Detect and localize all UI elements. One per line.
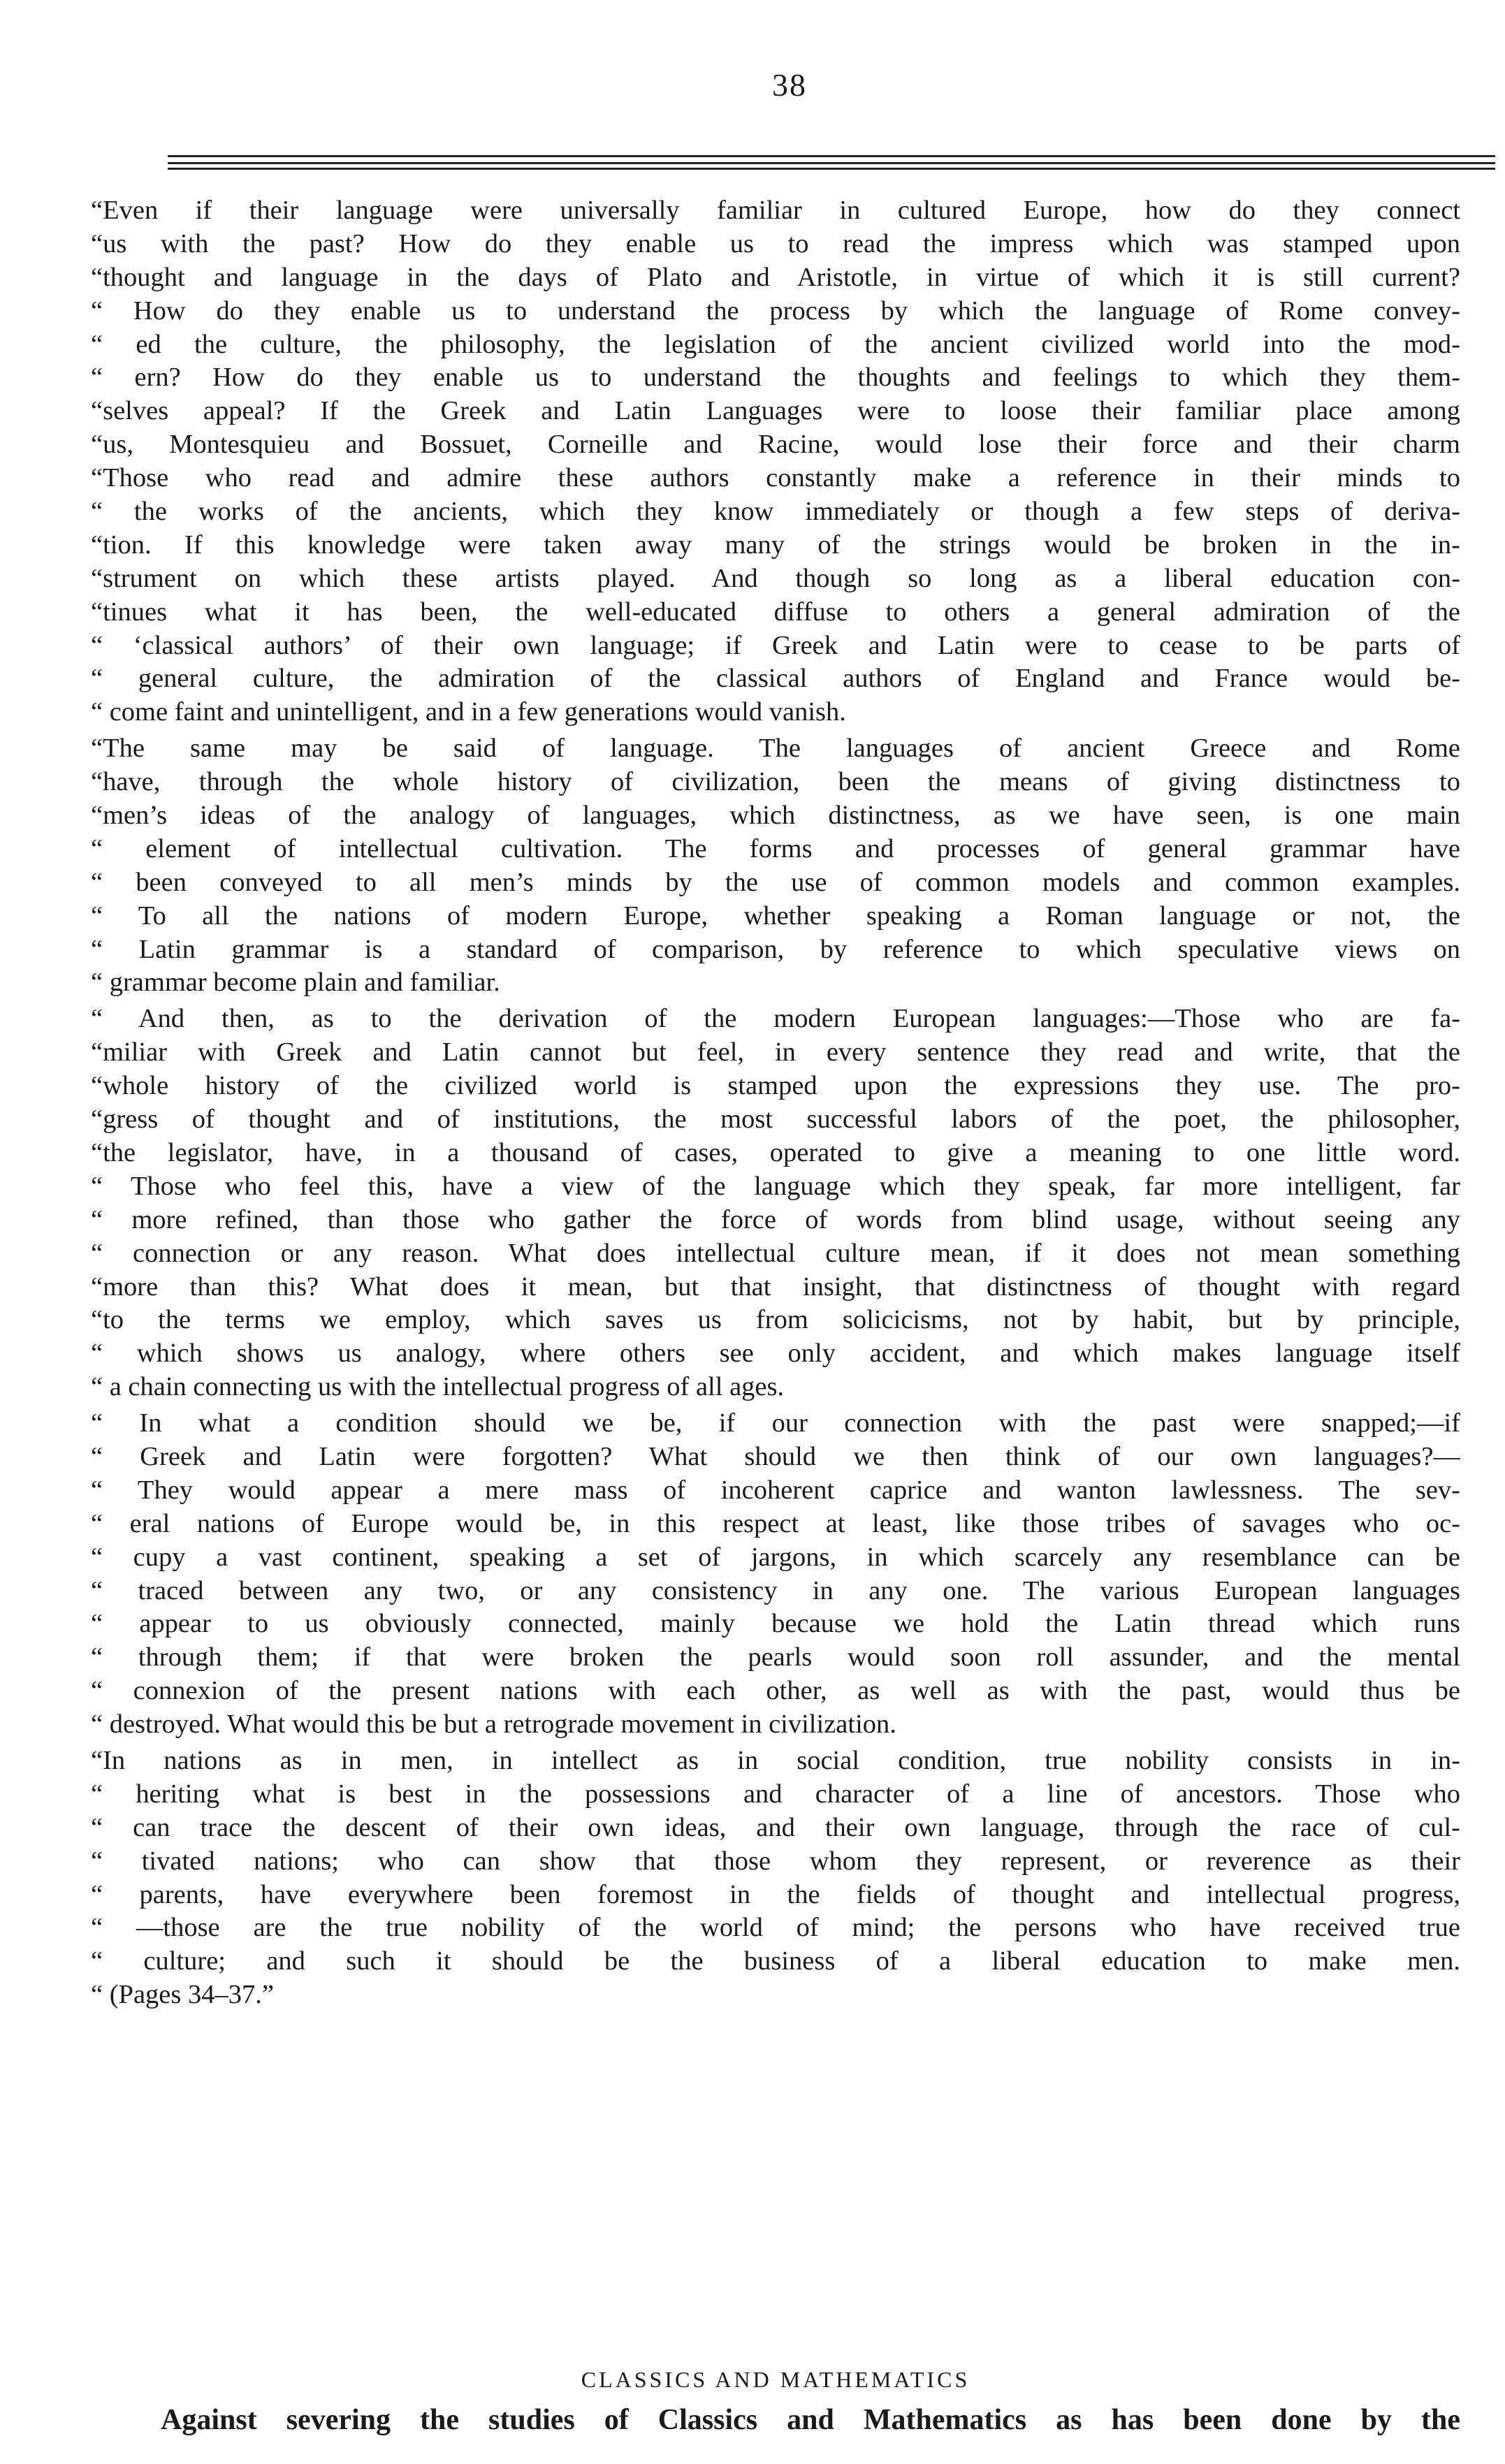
- text-line: “us, Montesquieu and Bossuet, Corneille and Racine, would lose their force and their charm: [91, 430, 1460, 460]
- text-line: “ general culture, the admiration of the classical authors of England and France would be-: [91, 664, 1460, 694]
- section-heading: CLASSICS AND MATHEMATICS: [581, 2367, 970, 2392]
- text-line: “ more refined, than those who gather the force of words from blind usage, without seeing any: [91, 1204, 1460, 1234]
- text-line: “miliar with Greek and Latin cannot but feel, in every sentence they read and write, that the: [91, 1037, 1460, 1067]
- text-line: “ They would appear a mere mass of incoherent caprice and wanton lawlessness. The sev-: [91, 1475, 1460, 1505]
- text-line: “Those who read and admire these authors constantly make a reference in their minds to: [91, 463, 1460, 493]
- text-line: “ the works of the ancients, which they know immediately or though a few steps of deriva-: [91, 497, 1460, 527]
- text-line: “ eral nations of Europe would be, in this respect at least, like those tribes of savages who oc-: [91, 1508, 1460, 1538]
- text-line: “ To all the nations of modern Europe, whether speaking a Roman language or not, the: [91, 901, 1460, 931]
- text-line: “ connexion of the present nations with each other, as well as with the past, would thus be: [91, 1676, 1460, 1706]
- text-line: “gress of thought and of institutions, the most successful labors of the poet, the philosopher,: [91, 1105, 1460, 1135]
- text-line: “ ‘classical authors’ of their own language; if Greek and Latin were to cease to be parts of: [91, 630, 1460, 660]
- text-line: “selves appeal? If the Greek and Latin Languages were to loose their familiar place among: [91, 396, 1460, 426]
- text-line: “tion. If this knowledge were taken away many of the strings would be broken in the in-: [91, 530, 1460, 560]
- quote-paragraph: [91, 1407, 1460, 1742]
- text-line: “ —those are the true nobility of the world of mind; the persons who have received true: [91, 1913, 1460, 1943]
- text-line: “In nations as in men, in intellect as in social condition, true nobility consists in in-: [91, 1745, 1460, 1775]
- text-line: “ culture; and such it should be the business of a liberal education to make men.: [91, 1946, 1460, 1976]
- text-line: “ parents, have everywhere been foremost in the fields of thought and intellectual progress,: [91, 1879, 1460, 1909]
- text-line: “Even if their language were universally familiar in cultured Europe, how do they connect: [91, 196, 1460, 225]
- text-line: “ Latin grammar is a standard of comparison, by reference to which speculative views on: [91, 934, 1460, 964]
- text-line: “ In what a condition should we be, if our connection with the past were snapped;—if: [91, 1408, 1460, 1438]
- section-first-line: Against severing the studies of Classics and Mathematics as has been done by the: [161, 2404, 1460, 2436]
- text-line: “ come faint and unintelligent, and in a few generations would vanish.: [91, 697, 846, 727]
- text-line: “ can trace the descent of their own ideas, and their own language, through the race of cul-: [91, 1812, 1460, 1842]
- text-line: “us with the past? How do they enable us to read the impress which was stamped upon: [91, 228, 1460, 258]
- text-line: “ which shows us analogy, where others see only accident, and which makes language itself: [91, 1339, 1460, 1369]
- text-line: “ cupy a vast continent, speaking a set of jargons, in which scarcely any resemblance can be: [91, 1542, 1460, 1572]
- text-line: “thought and language in the days of Plato and Aristotle, in virtue of which it is still current?: [91, 262, 1460, 292]
- text-line: “tinues what it has been, the well-educated diffuse to others a general admiration of the: [91, 597, 1460, 627]
- text-line: “ And then, as to the derivation of the modern European languages:—Those who are fa-: [91, 1004, 1460, 1034]
- text-line: “more than this? What does it mean, but that insight, that distinctness of thought with regard: [91, 1271, 1460, 1302]
- text-line: “ Those who feel this, have a view of the language which they speak, far more intelligent, far: [91, 1171, 1460, 1201]
- quote-paragraph: [91, 1003, 1460, 1404]
- text-line: “ destroyed. What would this be but a retrograde movement in civilization.: [91, 1710, 896, 1740]
- quote-paragraph: [91, 194, 1460, 729]
- text-line: “ appear to us obviously connected, mainly because we hold the Latin thread which runs: [91, 1609, 1460, 1639]
- text-line: “ ed the culture, the philosophy, the legislation of the ancient civilized world into the mod-: [91, 329, 1460, 359]
- text-line: “ tivated nations; who can show that those whom they represent, or reverence as their: [91, 1846, 1460, 1876]
- text-line: “ been conveyed to all men’s minds by the use of common models and common examples.: [91, 867, 1460, 897]
- quoted-text-block: [91, 194, 1460, 2015]
- text-line: “The same may be said of language. The languages of ancient Greece and Rome: [91, 734, 1460, 764]
- text-line: “have, through the whole history of civilization, been the means of giving distinctness to: [91, 767, 1460, 797]
- text-line: “strument on which these artists played. And though so long as a liberal education con-: [91, 563, 1460, 593]
- text-line: “ (Pages 34–37.”: [91, 1980, 274, 2010]
- text-line: “ ern? How do they enable us to understand the thoughts and feelings to which they them-: [91, 363, 1460, 393]
- quote-paragraph: [91, 732, 1460, 1000]
- header-rule-middle: [168, 162, 1495, 164]
- text-line: “ through them; if that were broken the pearls would soon roll assunder, and the mental: [91, 1642, 1460, 1672]
- text-line: “ traced between any two, or any consistency in any one. The various European languages: [91, 1575, 1460, 1605]
- header-rule-top: [168, 155, 1495, 157]
- text-line: “men’s ideas of the analogy of languages, which distinctness, as we have seen, is one main: [91, 801, 1460, 831]
- text-line: “ a chain connecting us with the intellectual progress of all ages.: [91, 1372, 785, 1402]
- page-number: 38: [772, 67, 807, 103]
- text-line: “the legislator, have, in a thousand of cases, operated to give a meaning to one little word.: [91, 1137, 1460, 1167]
- header-rule-bottom: [168, 168, 1495, 170]
- text-line: “ heriting what is best in the possessions and character of a line of ancestors. Those who: [91, 1779, 1460, 1809]
- text-line: “ Greek and Latin were forgotten? What should we then think of our own languages?—: [91, 1441, 1460, 1471]
- text-line: “ How do they enable us to understand the process by which the language of Rome convey-: [91, 296, 1460, 326]
- text-line: “to the terms we employ, which saves us from solicicisms, not by habit, but by principle,: [91, 1305, 1460, 1335]
- text-line: “ grammar become plain and familiar.: [91, 968, 500, 998]
- text-line: “ connection or any reason. What does intellectual culture mean, if it does not mean something: [91, 1238, 1460, 1268]
- text-line: “whole history of the civilized world is stamped upon the expressions they use. The pro-: [91, 1071, 1460, 1101]
- text-line: “ element of intellectual cultivation. The forms and processes of general grammar have: [91, 833, 1460, 863]
- quote-paragraph: [91, 1744, 1460, 2012]
